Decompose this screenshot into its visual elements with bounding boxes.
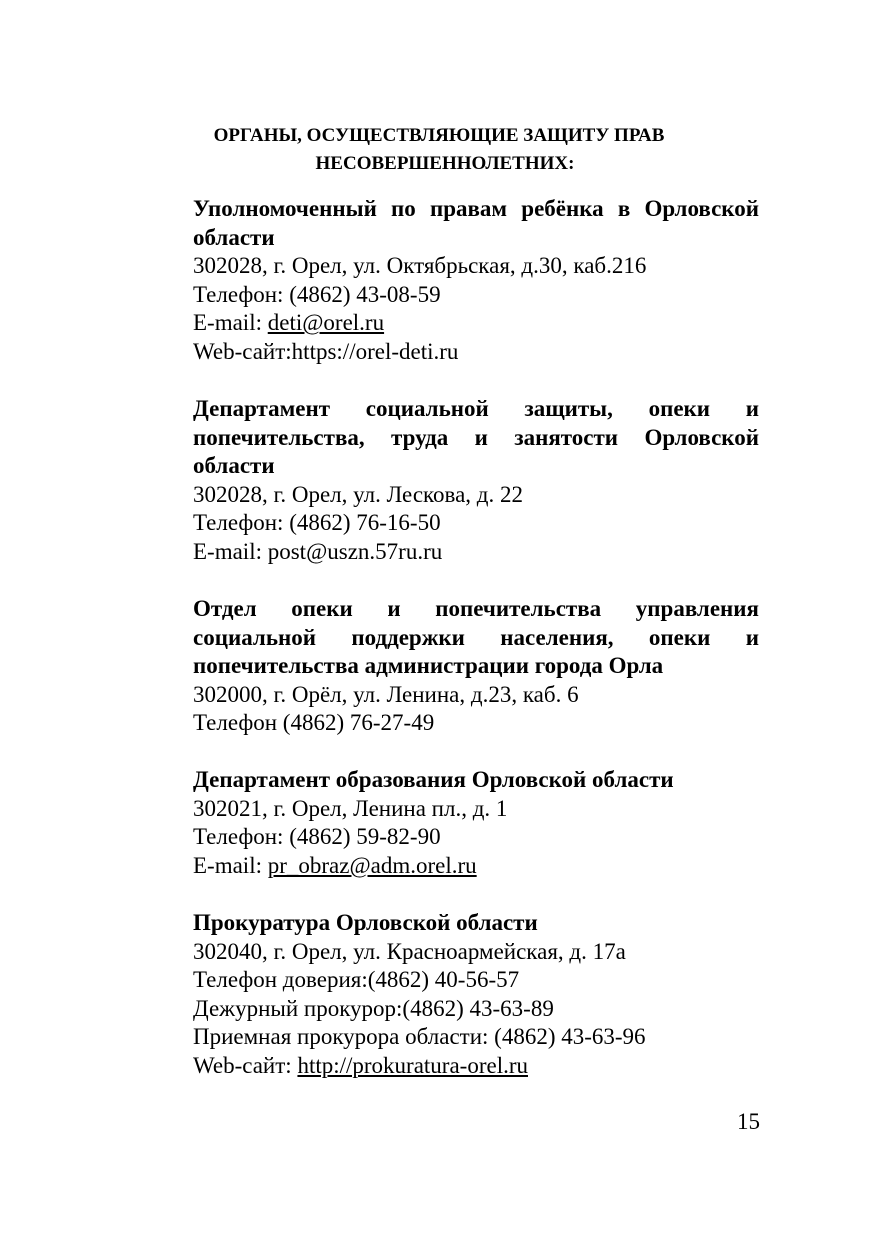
website-link[interactable]: http://prokuratura-orel.ru bbox=[297, 1053, 528, 1078]
org-hotline: Телефон доверия:(4862) 40-56-57 bbox=[193, 967, 520, 993]
org-social-protection-department bbox=[193, 395, 759, 567]
website-label: Web-сайт: bbox=[193, 1053, 298, 1078]
page-number: 15 bbox=[737, 1109, 760, 1134]
org-title: Департамент социальной защиты, опеки и попечительства, труда и занятости Орловской области bbox=[193, 395, 759, 479]
org-title: Уполномоченный по правам ребёнка в Орловской области bbox=[193, 196, 759, 250]
org-address: 302021, г. Орел, Ленина пл., д. 1 bbox=[193, 795, 508, 821]
org-duty-prosecutor: Дежурный прокурор:(4862) 43-63-89 bbox=[193, 995, 554, 1021]
org-education-department bbox=[193, 766, 759, 880]
email-label: E-mail: bbox=[193, 853, 268, 879]
page-heading bbox=[150, 122, 728, 178]
org-website: Web-сайт:https://orel-deti.ru bbox=[193, 338, 459, 364]
heading-line-1: ОРГАНЫ, ОСУЩЕСТВЛЯЮЩИЕ ЗАЩИТУ ПРАВ bbox=[213, 125, 665, 146]
org-phone: Телефон (4862) 76-27-49 bbox=[193, 710, 435, 736]
org-reception: Приемная прокурора области: (4862) 43-63-96 bbox=[193, 1024, 646, 1050]
org-address: 302028, г. Орел, ул. Октябрьская, д.30, каб.216 bbox=[193, 253, 647, 279]
email-link[interactable]: pr_obraz@adm.orel.ru bbox=[267, 853, 477, 879]
org-prosecutor-office bbox=[193, 909, 759, 1081]
org-phone: Телефон: (4862) 59-82-90 bbox=[193, 824, 441, 850]
org-address: 302000, г. Орёл, ул. Ленина, д.23, каб. 6 bbox=[193, 681, 579, 707]
org-guardianship-office bbox=[193, 595, 759, 738]
org-website-line bbox=[193, 1052, 759, 1081]
org-email-line bbox=[193, 852, 759, 881]
email-link[interactable]: deti@orel.ru bbox=[267, 310, 385, 336]
org-phone: Телефон: (4862) 76-16-50 bbox=[193, 510, 441, 536]
org-phone: Телефон: (4862) 43-08-59 bbox=[193, 281, 441, 307]
email-label: E-mail: bbox=[193, 310, 268, 336]
org-ombudsman bbox=[193, 195, 759, 367]
org-title: Отдел опеки и попечительства управления социальной поддержки населения, опеки и попечительства администрации города Орла bbox=[193, 595, 759, 679]
heading-line-2: НЕСОВЕРШЕННОЛЕТНИХ: bbox=[315, 153, 575, 174]
org-email: E-mail: post@uszn.57ru.ru bbox=[193, 538, 443, 564]
org-address: 302040, г. Орел, ул. Красноармейская, д. 17а bbox=[193, 938, 626, 964]
org-title: Департамент образования Орловской области bbox=[193, 767, 674, 793]
organizations-list bbox=[193, 195, 759, 1109]
org-email-line bbox=[193, 309, 759, 338]
org-title: Прокуратура Орловской области bbox=[193, 910, 538, 936]
org-address: 302028, г. Орел, ул. Лескова, д. 22 bbox=[193, 481, 524, 507]
